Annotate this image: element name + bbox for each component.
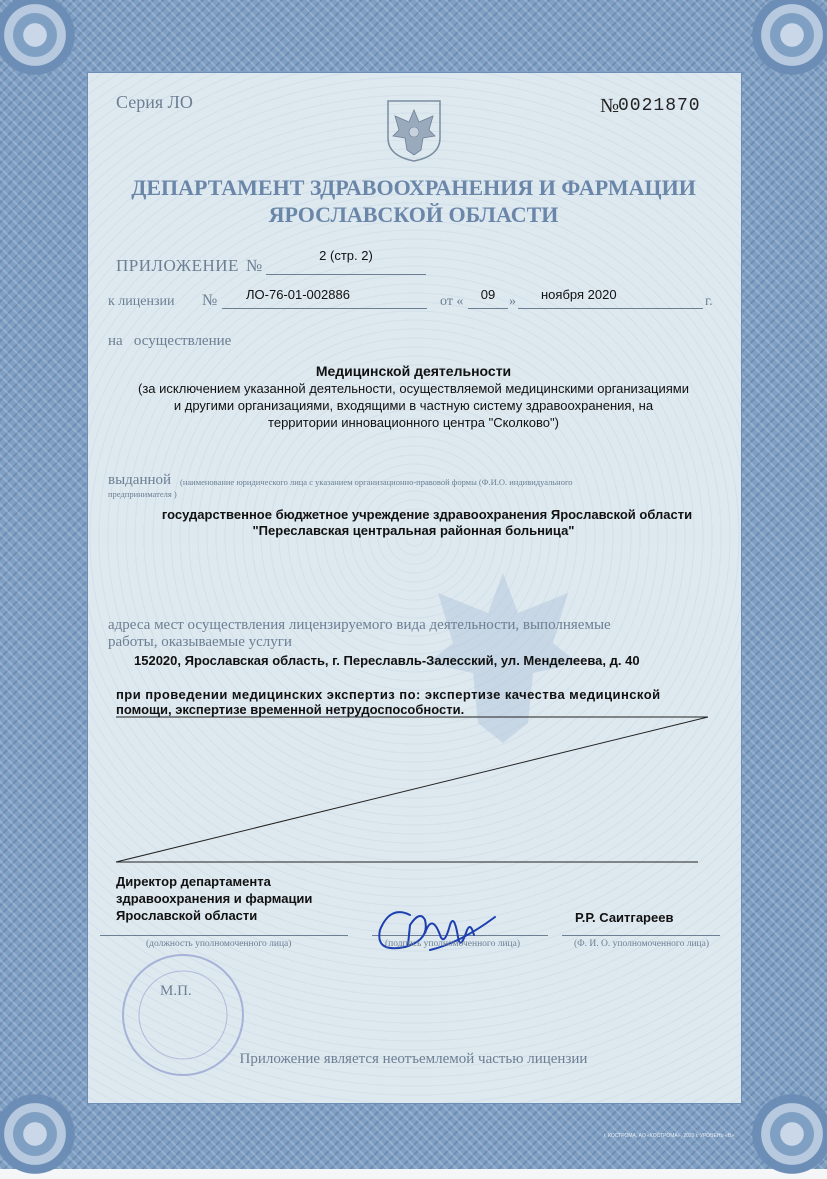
- signer-position-line3: Ярославской области: [116, 908, 258, 923]
- printer-imprint: г. КОСТРОМА, АО «КОСТРОМА», 2020 г. УРОВЕНЬ «В»: [604, 1133, 734, 1139]
- activity-title: Медицинской деятельности: [315, 363, 512, 379]
- name-underline: [562, 935, 720, 936]
- license-date-from: от «: [440, 294, 464, 309]
- number-mark: №: [600, 95, 620, 117]
- issued-label: выданной: [108, 472, 172, 488]
- appendix-number-mark: №: [246, 256, 263, 275]
- issued-hint-line1: (наименование юридического лица с указанием организационно-правовой формы (Ф.И.О. индивидуального: [180, 477, 573, 487]
- series-label: Серия ЛО: [116, 92, 193, 112]
- issued-hint-line2: предпринимателя ): [108, 489, 177, 499]
- address-value: 152020, Ярославская область, г. Переславль-Залесский, ул. Менделеева, д. 40: [134, 653, 640, 668]
- license-date-close-quote: »: [509, 294, 516, 309]
- license-number: ЛО-76-01-002886: [246, 287, 350, 302]
- position-caption: (должность уполномоченного лица): [146, 939, 292, 949]
- services-line2: помощи, экспертизе временной нетрудоспособности.: [116, 702, 465, 717]
- license-year-suffix: г.: [705, 294, 713, 309]
- activity-desc-line3: территории инновационного центра "Сколково"): [268, 415, 559, 430]
- address-label-line2: работы, оказываемые услуги: [108, 634, 292, 650]
- address-label-line1: адреса мест осуществления лицензируемого вида деятельности, выполняемые: [108, 617, 611, 633]
- signer-position-line1: Директор департамента: [116, 874, 271, 889]
- signature-caption: (подпись уполномоченного лица): [385, 939, 521, 949]
- appendix-label: ПРИЛОЖЕНИЕ: [116, 256, 239, 275]
- footer-note: Приложение является неотъемлемой частью лицензии: [239, 1051, 588, 1067]
- organization-line1: государственное бюджетное учреждение здравоохранения Ярославской области: [161, 507, 693, 522]
- activity-desc-line2: и другими организациями, входящими в частную систему здравоохранения, на: [173, 398, 654, 413]
- department-title-line1: ДЕПАРТАМЕНТ ЗДРАВООХРАНЕНИЯ И ФАРМАЦИИ: [131, 175, 696, 200]
- signer-name: Р.Р. Саитгареев: [575, 910, 674, 925]
- license-number-mark: №: [202, 292, 218, 309]
- license-label: к лицензии: [108, 294, 175, 309]
- license-month-year: ноября 2020: [541, 287, 617, 302]
- activity-label: на осуществление: [108, 333, 232, 349]
- license-day: 09: [480, 287, 496, 302]
- department-title-line2: ЯРОСЛАВСКОЙ ОБЛАСТИ: [268, 202, 559, 227]
- services-line1: при проведении медицинских экспертиз по: экспертизе качества медицинской: [116, 687, 661, 702]
- name-caption: (Ф. И. О. уполномоченного лица): [574, 939, 709, 949]
- signer-position-line2: здравоохранения и фармации: [116, 891, 313, 906]
- position-underline: [100, 935, 348, 936]
- activity-desc-line1: (за исключением указанной деятельности, осуществляемой медицинскими организациями: [138, 381, 689, 396]
- handwritten-signature-icon: [370, 895, 510, 965]
- stamp-place: М.П.: [160, 983, 192, 999]
- organization-line2: "Переславская центральная районная больница": [252, 523, 575, 538]
- blank-number: 0021870: [618, 96, 701, 116]
- appendix-value: 2 (стр. 2): [319, 248, 373, 263]
